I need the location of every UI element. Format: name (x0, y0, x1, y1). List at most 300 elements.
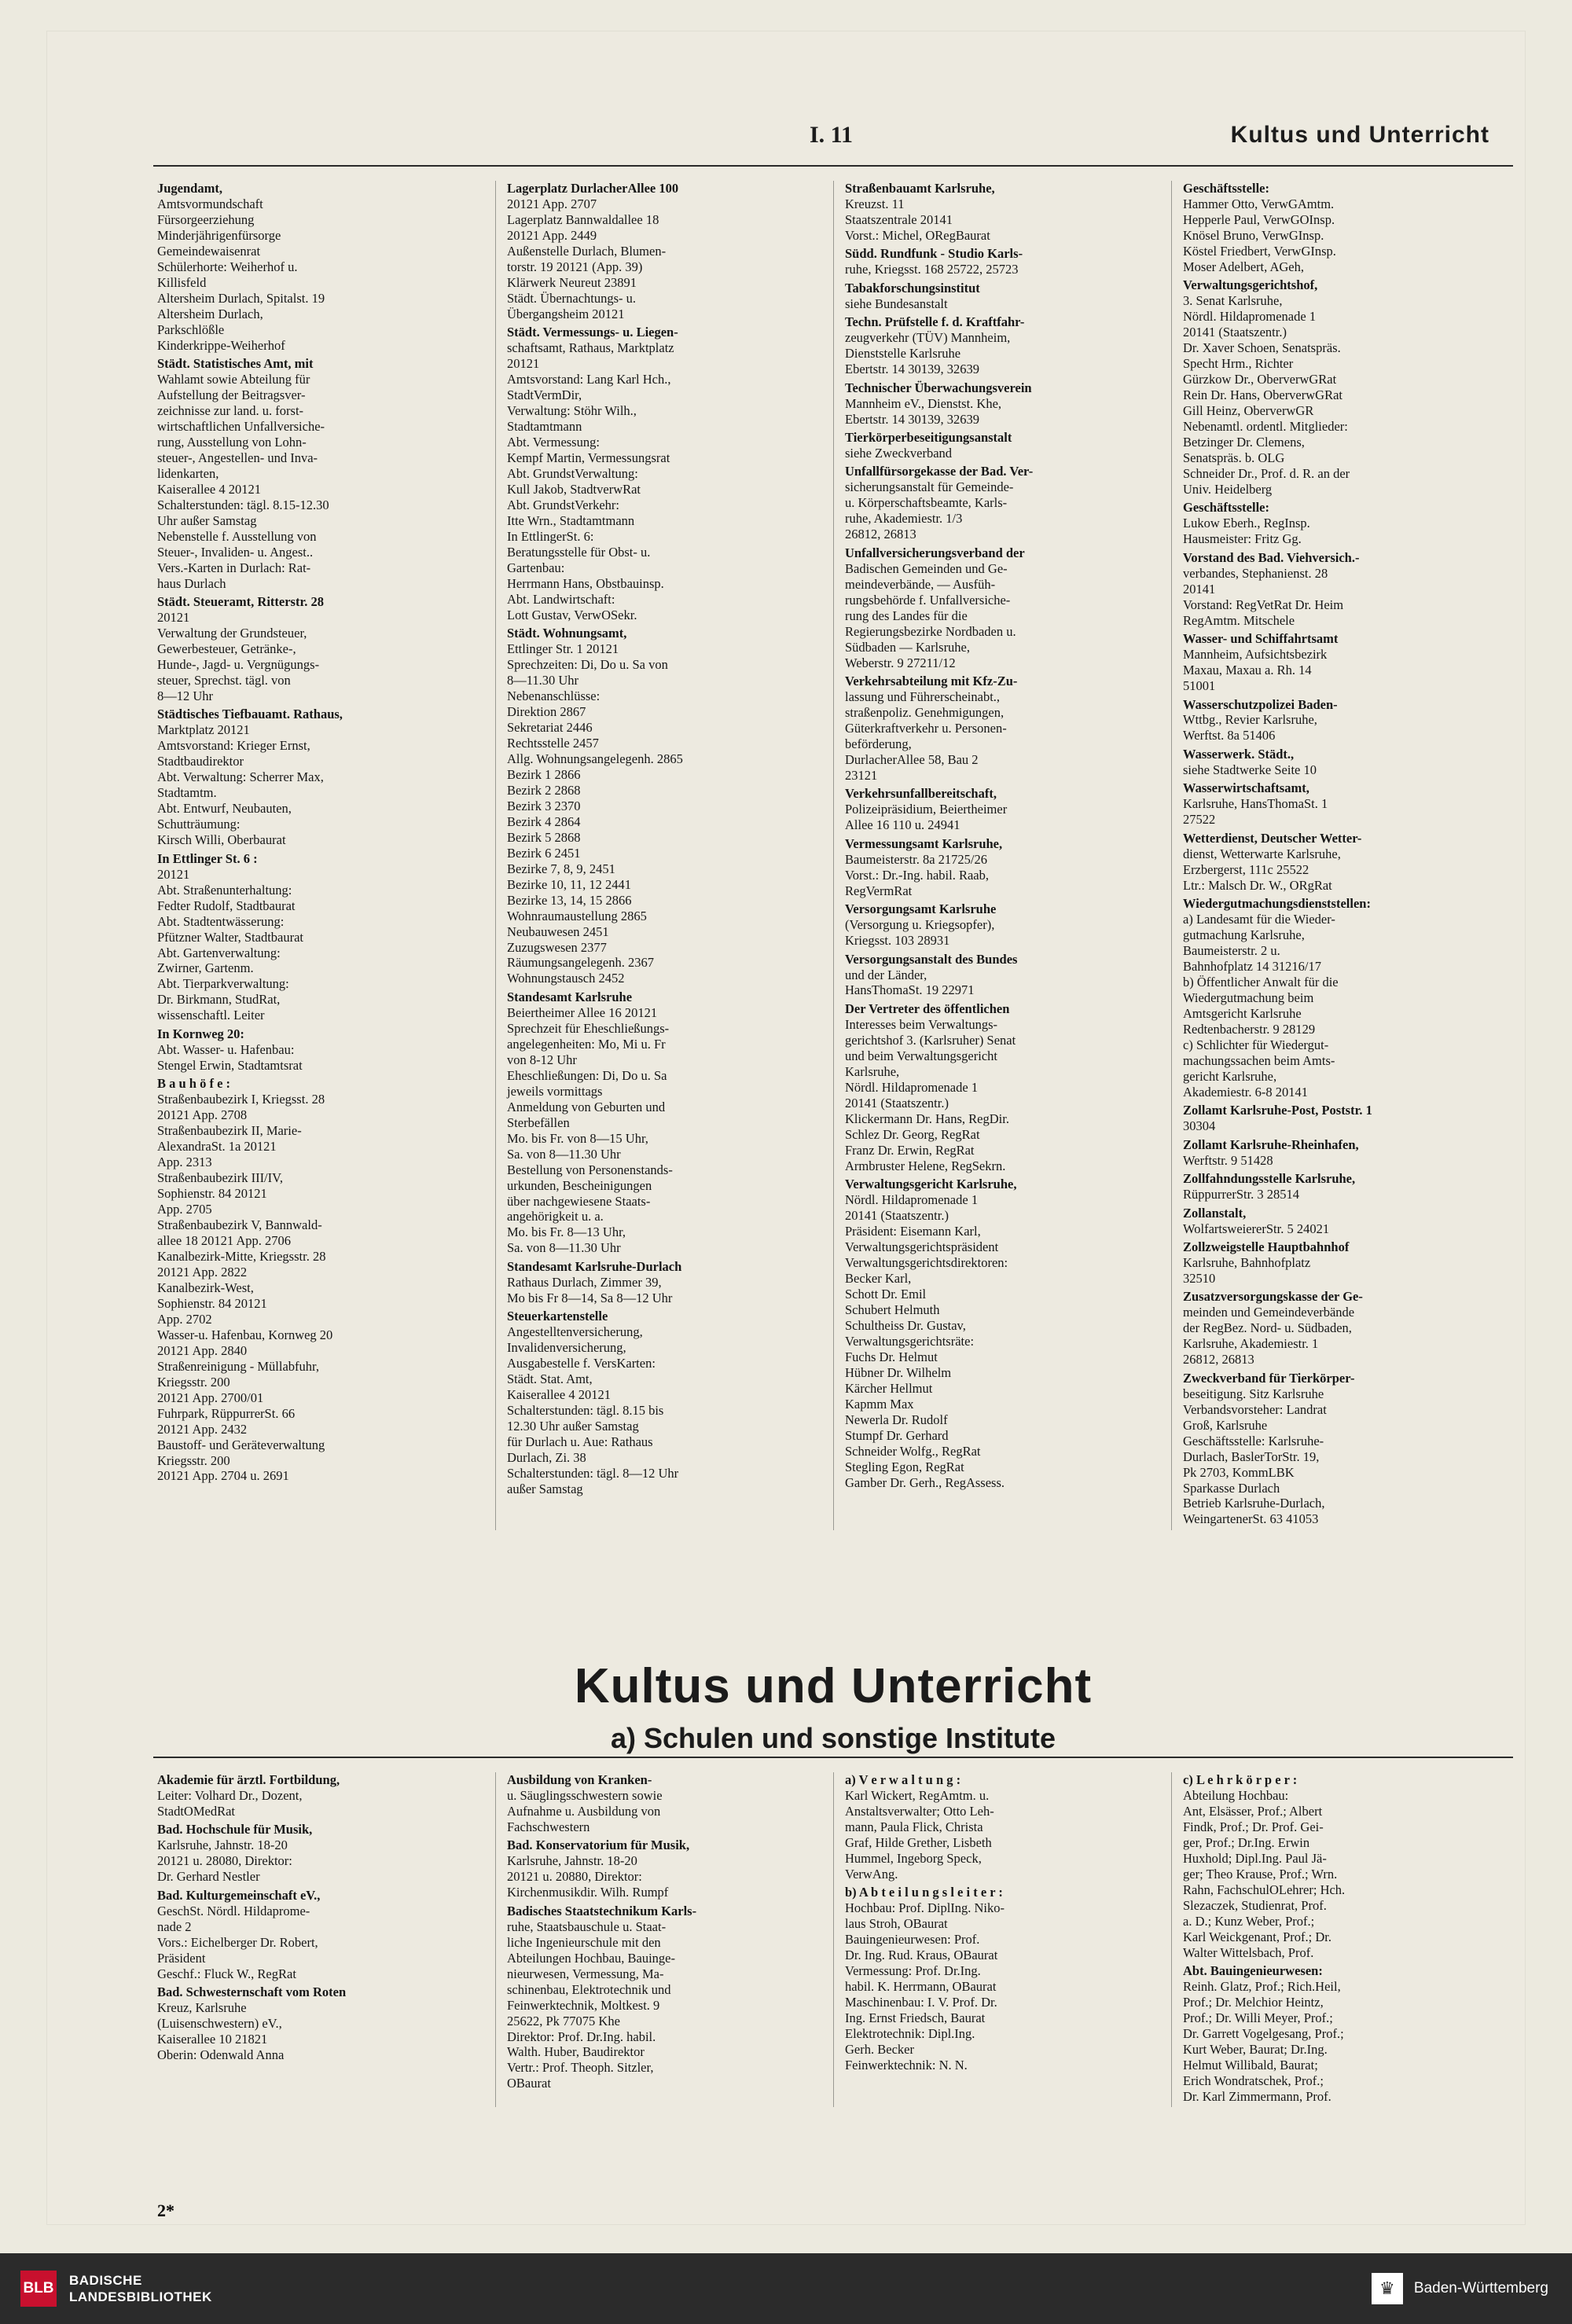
state-branding (1372, 2273, 1548, 2304)
entry-line: Hammer Otto, VerwGAmtm. (1183, 196, 1335, 211)
entry-line: meindeverbände, — Ausfüh- (845, 576, 996, 592)
entry-line: Verwaltung der Grundsteuer, (157, 626, 307, 641)
entry-line: torstr. 19 20121 (App. 39) (507, 259, 643, 274)
entry-line: Groß, Karlsruhe (1183, 1417, 1268, 1433)
entry-line: Stumpf Dr. Gerhard (845, 1427, 949, 1443)
running-head-title: Kultus und Unterricht (1230, 122, 1489, 148)
entry-line: angelegenheiten: Mo, Mi u. Fr (507, 1036, 666, 1052)
entry-line: Ebertstr. 14 30139, 32639 (845, 411, 979, 427)
entry-line: Karlsruhe, (845, 1063, 900, 1079)
entry-heading: Unfallfürsorgekasse der Bad. Ver- (845, 464, 1034, 479)
entry-line: Vorstand: RegVetRat Dr. Heim (1183, 597, 1344, 612)
entry-line: Wahlamt sowie Abteilung für (157, 372, 310, 387)
folio-number: I. 11 (810, 122, 854, 148)
directory-entry (1183, 1772, 1503, 1960)
entry-line: Sprechzeit für Eheschließungs- (507, 1020, 670, 1036)
entry-line: Kaiserallee 4 20121 (157, 481, 261, 497)
col-4 (1171, 181, 1509, 1530)
entry-line: Bezirke 10, 11, 12 2441 (507, 876, 631, 892)
entry-line: Schalterstunden: tägl. 8—12 Uhr (507, 1465, 679, 1481)
entry-line: Moser Adelbert, AGeh, (1183, 259, 1304, 274)
masthead-title: Kultus und Unterricht (574, 1659, 1093, 1713)
entry-heading: Der Vertreter des öffentlichen (845, 1000, 1010, 1016)
entry-heading: b) A b t e i l u n g s l e i t e r : (845, 1885, 1003, 1900)
entry-line: schinenbau, Elektrotechnik und (507, 1981, 671, 1997)
entry-line: Kriegsstr. 200 (157, 1374, 230, 1390)
entry-line: Ing. Ernst Friedsch, Baurat (845, 2010, 986, 2026)
entry-line: Rahn, FachschulOLehrer; Hch. (1183, 1882, 1346, 1897)
entry-line: Elektrotechnik: Dipl.Ing. (845, 2026, 975, 2041)
entry-line: Altersheim Durlach, Spitalst. 19 (157, 290, 325, 306)
entry-line: Nebenstelle f. Ausstellung von (157, 528, 317, 544)
entry-heading: Vermessungsamt Karlsruhe, (845, 835, 1003, 851)
directory-entry (157, 1984, 489, 2062)
entry-line: Huxhold; Dipl.Ing. Paul Jä- (1183, 1850, 1327, 1866)
entry-line: Feinwerktechnik: N. N. (845, 2057, 968, 2073)
entry-line: Hausmeister: Fritz Gg. (1183, 531, 1302, 547)
entry-line: von 8-12 Uhr (507, 1052, 577, 1067)
entry-line: Sa. von 8—11.30 Uhr (507, 1240, 621, 1256)
directory-entry (157, 851, 489, 1023)
entry-line: Kreuzst. 11 (845, 196, 905, 211)
entry-line: WolfartsweiererStr. 5 24021 (1183, 1221, 1330, 1236)
page-sheet (47, 31, 1525, 2224)
directory-entry (1183, 747, 1503, 777)
entry-line: Abt. Verwaltung: Scherrer Max, (157, 769, 324, 785)
entry-line: Amtsvormundschaft (157, 196, 263, 211)
entry-line: Gamber Dr. Gerh., RegAssess. (845, 1474, 1005, 1490)
entry-heading: Wetterdienst, Deutscher Wetter- (1183, 830, 1362, 846)
entry-line: Wohnungstausch 2452 (507, 971, 625, 986)
entry-line: Sprechzeiten: Di, Do u. Sa von (507, 657, 668, 673)
entry-line: Ebertstr. 14 30139, 32639 (845, 362, 979, 377)
entry-line: Kirchenmusikdir. Wilh. Rumpf (507, 1885, 669, 1900)
entry-line: 20121 App. 2708 (157, 1107, 248, 1123)
entry-line: Fuchs Dr. Helmut (845, 1349, 938, 1364)
entry-line: Wiedergutmachung beim (1183, 989, 1314, 1005)
entry-heading: Standesamt Karlsruhe-Durlach (507, 1258, 682, 1274)
entry-line: Altersheim Durlach, (157, 306, 263, 321)
entry-line: (Luisenschwestern) eV., (157, 2016, 282, 2032)
entry-line: Feinwerktechnik, Moltkest. 9 (507, 1997, 660, 2013)
entry-line: beförderung, (845, 736, 912, 751)
entry-line: Specht Hrm., Richter (1183, 356, 1294, 372)
entry-line: Bezirk 3 2370 (507, 798, 581, 813)
entry-line: Prof.; Dr. Melchior Heintz, (1183, 1995, 1324, 2010)
running-head (149, 122, 1521, 149)
entry-line: Polizeipräsidium, Beiertheimer (845, 802, 1008, 817)
entry-line: Rechtsstelle 2457 (507, 735, 599, 751)
entry-line: Gartenbau: (507, 560, 565, 575)
entry-line: 25622, Pk 77075 Khe (507, 2013, 620, 2028)
entry-line: Maxau, Maxau a. Rh. 14 (1183, 663, 1312, 678)
entry-line: 20121 (507, 356, 540, 372)
entry-heading: In Ettlinger St. 6 : (157, 850, 258, 866)
library-name-line2: LANDESBIBLIOTHEK (69, 2289, 212, 2304)
entry-line: urkunden, Bescheinigungen (507, 1177, 652, 1193)
entry-line: Kreuz, Karlsruhe (157, 2000, 247, 2016)
entry-line: Bezirk 2 2868 (507, 782, 581, 798)
entry-line: Walth. Huber, Baudirektor (507, 2044, 645, 2060)
entry-line: u. Körperschaftsbeamte, Karls- (845, 495, 1008, 511)
entry-line: Baumeisterstr. 8a 21725/26 (845, 851, 988, 867)
entry-line: Karlsruhe, Bahnhofplatz (1183, 1254, 1311, 1270)
directory-entry (507, 626, 827, 986)
directory-entry (845, 281, 1165, 311)
entry-line: Dr. Gerhard Nestler (157, 1869, 260, 1885)
entry-line: Bahnhofplatz 14 31216/17 (1183, 959, 1321, 974)
directory-entry (157, 1822, 489, 1884)
entry-line: 20121 (157, 866, 190, 882)
entry-line: Präsident (157, 1950, 206, 1966)
section-masthead (157, 1659, 1509, 1755)
entry-line: und der Länder, (845, 967, 927, 982)
entry-heading: Wasserwerk. Städt., (1183, 746, 1295, 762)
entry-line: Lott Gustav, VerwOSekr. (507, 607, 637, 622)
entry-line: Betrieb Karlsruhe-Durlach, (1183, 1496, 1325, 1511)
entry-line: Straßenbaubezirk V, Bannwald- (157, 1217, 322, 1232)
entry-heading: Wasserschutzpolizei Baden- (1183, 696, 1338, 712)
entry-line: Mannheim, Aufsichtsbezirk (1183, 647, 1328, 663)
entry-line: Amtsgericht Karlsruhe (1183, 1005, 1302, 1021)
entry-line: Fuhrpark, RüppurrerSt. 66 (157, 1405, 296, 1421)
entry-line: Itte Wrn., Stadtamtmann (507, 512, 635, 528)
entry-heading: Zweckverband für Tierkörper- (1183, 1370, 1355, 1386)
entry-line: 20121 App. 2822 (157, 1264, 248, 1279)
entry-line: Durlach, Zi. 38 (507, 1450, 586, 1465)
directory-entry (845, 836, 1165, 898)
col-1 (157, 181, 495, 1530)
entry-line: DurlacherAllee 58, Bau 2 (845, 751, 979, 767)
entry-line: Bestellung von Personenstands- (507, 1162, 673, 1177)
entry-line: Schlez Dr. Georg, RegRat (845, 1126, 980, 1142)
directory-entry (1183, 1239, 1503, 1286)
entry-line: Bezirke 13, 14, 15 2866 (507, 892, 632, 908)
entry-line: ruhe, Staatsbauschule u. Staat- (507, 1918, 667, 1934)
directory-entry (845, 901, 1165, 948)
entry-line: Gerh. Becker (845, 2041, 914, 2057)
entry-line: Stadtbaudirektor (157, 754, 244, 769)
entry-line: 20121 App. 2840 (157, 1342, 248, 1358)
entry-line: Akademiestr. 6-8 20141 (1183, 1084, 1309, 1100)
entry-heading: Standesamt Karlsruhe (507, 989, 633, 1004)
entry-line: Werftst. 8a 51406 (1183, 728, 1276, 743)
directory-entry (1183, 1963, 1503, 2104)
entry-line: Staatszentrale 20141 (845, 211, 953, 227)
entry-heading: Steuerkartenstelle (507, 1309, 608, 1324)
entry-line: Ettlinger Str. 1 20121 (507, 641, 619, 657)
entry-line: Schott Dr. Emil (845, 1286, 927, 1302)
entry-line: Baumeisterstr. 2 u. (1183, 943, 1280, 959)
entry-line: Kriegsstr. 200 (157, 1452, 230, 1468)
entry-line: Karlsruhe, Jahnstr. 18-20 (507, 1853, 637, 1869)
entry-line: ruhe, Kriegsst. 168 25722, 25723 (845, 262, 1019, 277)
entry-line: Erzbergerst, 111c 25522 (1183, 861, 1309, 877)
entry-line: Kirsch Willi, Oberbaurat (157, 832, 286, 848)
entry-heading: Zollamt Karlsruhe-Post, Poststr. 1 (1183, 1103, 1372, 1118)
directory-entry (157, 594, 489, 703)
entry-line: Kaiserallee 10 21821 (157, 2032, 268, 2047)
entry-line: RüppurrerStr. 3 28514 (1183, 1187, 1300, 1202)
entry-heading: Städtisches Tiefbauamt. Rathaus, (157, 707, 343, 722)
entry-line: Güterkraftverkehr u. Personen- (845, 720, 1007, 736)
entry-heading: Verwaltungsgerichtshof, (1183, 277, 1318, 293)
entry-line: Abt. Gartenverwaltung: (157, 945, 281, 960)
entry-line: (Versorgung u. Kriegsopfer), (845, 917, 995, 933)
entry-line: Parkschlößle (157, 321, 225, 337)
entry-line: Badischen Gemeinden und Ge- (845, 560, 1008, 576)
entry-line: 12.30 Uhr außer Samstag (507, 1419, 639, 1434)
entry-line: Dienststelle Karlsruhe (845, 346, 961, 362)
directory-entry (845, 246, 1165, 277)
entry-line: Geschf.: Fluck W., RegRat (157, 1966, 296, 1981)
entry-line: Bezirke 7, 8, 9, 2451 (507, 861, 615, 876)
entry-line: Killisfeld (157, 274, 207, 290)
entry-line: Außenstelle Durlach, Blumen- (507, 243, 667, 259)
entry-line: Abt. Wasser- u. Hafenbau: (157, 1041, 295, 1057)
entry-heading: In Kornweg 20: (157, 1026, 244, 1041)
entry-line: Wohnraumaustellung 2865 (507, 908, 647, 923)
entry-line: 26812, 26813 (1183, 1352, 1254, 1368)
entry-line: Ltr.: Malsch Dr. W., ORgRat (1183, 877, 1332, 893)
directory-entry (507, 1772, 827, 1834)
entry-line: RegVermRat (845, 883, 913, 898)
entry-line: Bauingenieurwesen: Prof. (845, 1932, 980, 1948)
entry-line: 8—12 Uhr (157, 688, 214, 703)
entry-heading: Techn. Prüfstelle f. d. Kraftfahr- (845, 314, 1025, 330)
col-b-1 (157, 1772, 495, 2107)
entry-line: rung, Ausstellung von Lohn- (157, 435, 307, 450)
entry-heading: Wiedergutmachungsdienststellen: (1183, 896, 1371, 912)
entry-line: schaftsamt, Rathaus, Marktplatz (507, 340, 674, 356)
entry-line: 20121 App. 2704 u. 2691 (157, 1468, 289, 1484)
entry-heading: Zollamt Karlsruhe-Rheinhafen, (1183, 1136, 1359, 1152)
entry-line: Allee 16 110 u. 24941 (845, 817, 960, 833)
entry-line: ger; Theo Krause, Prof.; Wrn. (1183, 1866, 1338, 1882)
entry-line: Straßenbaubezirk II, Marie- (157, 1123, 302, 1139)
entry-line: 3. Senat Karlsruhe, (1183, 293, 1283, 309)
entry-line: haus Durlach (157, 575, 226, 591)
entry-heading: Bad. Hochschule für Musik, (157, 1822, 313, 1838)
entry-line: Schalterstunden: tägl. 8.15-12.30 (157, 497, 329, 512)
directory-entry (1183, 181, 1503, 274)
entry-line: Sekretariat 2446 (507, 719, 593, 735)
entry-line: Nördl. Hildapromenade 1 (845, 1192, 979, 1208)
entry-line: allee 18 20121 App. 2706 (157, 1232, 292, 1248)
col-b-4 (1171, 1772, 1509, 2107)
directory-entry (157, 707, 489, 847)
directory-entry (845, 674, 1165, 783)
col-2 (495, 181, 833, 1530)
directory-entry (845, 786, 1165, 832)
entry-line: VerwAng. (845, 1866, 898, 1882)
entry-heading: Versorgungsanstalt des Bundes (845, 951, 1018, 967)
entry-line: zeugverkehr (TÜV) Mannheim, (845, 330, 1011, 346)
entry-line: angehörigkeit u. a. (507, 1209, 604, 1224)
entry-line: Stegling Egon, RegRat (845, 1459, 964, 1474)
entry-line: StadtVermDir, (507, 387, 582, 403)
entry-line: Lagerplatz Bannwaldallee 18 (507, 211, 659, 227)
entry-line: Gill Heinz, OberverwGR (1183, 403, 1314, 419)
entry-line: Abt. Entwurf, Neubauten, (157, 801, 292, 817)
col-3 (833, 181, 1171, 1530)
entry-line: 20121 App. 2449 (507, 227, 597, 243)
directory-entry (157, 1888, 489, 1981)
directory-entry (1183, 1171, 1503, 1202)
entry-line: Interesses beim Verwaltungs- (845, 1016, 997, 1032)
entry-line: 20121 (157, 610, 190, 626)
entry-heading: Bad. Konservatorium für Musik, (507, 1838, 690, 1853)
entry-line: Steuer-, Invaliden- u. Angest.. (157, 544, 314, 560)
directory-entry (1183, 1206, 1503, 1236)
directory-entry (845, 181, 1165, 243)
entry-line: Städt. Stat. Amt, (507, 1371, 593, 1387)
directory-entry (1183, 277, 1503, 497)
entry-line: 32510 (1183, 1270, 1216, 1286)
entry-line: 20121 u. 20880, Direktor: (507, 1869, 642, 1885)
directory-entry (507, 1904, 827, 2091)
entry-heading: Ausbildung von Kranken- (507, 1772, 652, 1787)
entry-line: Bezirk 5 2868 (507, 829, 581, 845)
entry-line: a. D.; Kunz Weber, Prof.; (1183, 1913, 1315, 1929)
entry-line: lidenkarten, (157, 465, 219, 481)
entry-line: Findk, Prof.; Dr. Prof. Gei- (1183, 1819, 1324, 1834)
entry-line: Dr. Karl Zimmermann, Prof. (1183, 2088, 1331, 2104)
entry-line: 27522 (1183, 812, 1216, 828)
entry-line: Schülerhorte: Weiherhof u. (157, 259, 298, 274)
entry-line: laus Stroh, OBaurat (845, 1916, 948, 1932)
entry-line: Anstaltsverwalter; Otto Leh- (845, 1803, 994, 1819)
entry-line: mann, Paula Flick, Christa (845, 1819, 983, 1834)
masthead-rule (153, 1757, 1513, 1758)
entry-line: Stadtamtmann (507, 419, 582, 435)
entry-line: Fürsorgeerziehung (157, 211, 255, 227)
entry-line: dienst, Wetterwarte Karlsruhe, (1183, 846, 1341, 861)
entry-line: Kanalbezirk-Mitte, Kriegsstr. 28 (157, 1248, 326, 1264)
entry-line: Schalterstunden: tägl. 8.15 bis (507, 1403, 664, 1419)
entry-line: Weberstr. 9 27211/12 (845, 655, 956, 670)
directory-entry (1183, 631, 1503, 693)
entry-line: 23121 (845, 767, 878, 783)
directory-entry (507, 1309, 827, 1496)
entry-line: Vers.-Karten in Durlach: Rat- (157, 560, 311, 575)
header-rule (153, 165, 1513, 167)
entry-line: Werftstr. 9 51428 (1183, 1152, 1273, 1168)
directory-entry (157, 181, 489, 353)
entry-heading: Unfallversicherungsverband der (845, 545, 1025, 560)
entry-line: ruhe, Akademiestr. 1/3 (845, 511, 963, 527)
entry-line: Dr. Ing. Rud. Kraus, OBaurat (845, 1948, 998, 1963)
entry-line: Beiertheimer Allee 16 20121 (507, 1004, 658, 1020)
entry-line: Karlsruhe, Jahnstr. 18-20 (157, 1838, 288, 1853)
directory-entry (1183, 1137, 1503, 1168)
entry-line: c) Schlichter für Wiedergut- (1183, 1037, 1329, 1052)
entry-line: Kärcher Hellmut (845, 1380, 933, 1396)
entry-line: Verwaltung: Stöhr Wilh., (507, 403, 637, 419)
directory-entry (845, 1885, 1165, 2073)
entry-line: Reinh. Glatz, Prof.; Rich.Heil, (1183, 1979, 1341, 1995)
entry-line: Invalidenversicherung, (507, 1340, 626, 1356)
entry-line: Redtenbacherstr. 9 28129 (1183, 1021, 1316, 1037)
entry-heading: Badisches Staatstechnikum Karls- (507, 1903, 697, 1918)
entry-line: über nachgewiesene Staats- (507, 1193, 651, 1209)
directory-entry (1183, 896, 1503, 1100)
entry-line: steuer, Sprechst. tägl. von (157, 673, 291, 688)
entry-line: lassung und Führerscheinabt., (845, 689, 1001, 705)
entry-line: jeweils vormittags (507, 1083, 603, 1099)
entry-line: Marktplatz 20121 (157, 722, 250, 738)
entry-heading: Tabakforschungsinstitut (845, 280, 980, 296)
bottom-folio: 2* (157, 2201, 174, 2220)
entry-heading: Zusatzversorgungskasse der Ge- (1183, 1289, 1363, 1305)
entry-heading: Straßenbauamt Karlsruhe, (845, 181, 995, 196)
entry-line: 20121 u. 28080, Direktor: (157, 1853, 292, 1869)
directory-entry (845, 430, 1165, 461)
entry-line: Gürzkow Dr., OberverwGRat (1183, 372, 1337, 387)
institutes-columns (157, 1772, 1509, 2107)
entry-line: habil. K. Herrmann, OBaurat (845, 1979, 997, 1995)
entry-heading: B a u h ö f e : (157, 1076, 231, 1092)
entry-heading: Vorstand des Bad. Viehversich.- (1183, 549, 1360, 565)
entry-line: wissenschaftl. Leiter (157, 1008, 265, 1023)
entry-line: Klärwerk Neureut 23891 (507, 274, 637, 290)
entry-line: Karlsruhe, HansThomaSt. 1 (1183, 796, 1328, 812)
entry-line: beseitigung. Sitz Karlsruhe (1183, 1386, 1324, 1401)
entry-line: meinden und Gemeindeverbände (1183, 1305, 1355, 1320)
entry-line: siehe Bundesanstalt (845, 296, 948, 311)
entry-line: straßenpoliz. Genehmigungen, (845, 705, 1005, 720)
entry-line: Walter Wittelsbach, Prof. (1183, 1944, 1314, 1960)
entry-line: Schubert Helmuth (845, 1302, 940, 1317)
entry-line: Verbandsvorsteher: Landrat (1183, 1401, 1327, 1417)
directory-entry (507, 1259, 827, 1305)
entry-heading: Zollanstalt, (1183, 1205, 1247, 1221)
entry-line: a) Landesamt für die Wieder- (1183, 912, 1335, 927)
entry-line: Mo bis Fr 8—14, Sa 8—12 Uhr (507, 1290, 673, 1305)
directory-entry (845, 1001, 1165, 1173)
entry-line: sicherungsanstalt für Gemeinde- (845, 479, 1014, 495)
entry-line: Nördl. Hildapromenade 1 (1183, 309, 1317, 325)
entry-line: RegAmtm. Mitschele (1183, 612, 1295, 628)
directory-entry (507, 989, 827, 1256)
entry-line: Slezaczek, Studienrat, Prof. (1183, 1897, 1327, 1913)
entry-line: Sophienstr. 84 20121 (157, 1186, 267, 1202)
entry-line: Abt. GrundstVerkehr: (507, 497, 619, 512)
entry-line: Räumungsangelegenh. 2367 (507, 955, 654, 971)
entry-line: 20141 (Staatszentr.) (845, 1095, 949, 1111)
entry-line: Eheschließungen: Di, Do u. Sa (507, 1067, 667, 1083)
entry-line: Ant, Elsässer, Prof.; Albert (1183, 1803, 1323, 1819)
entry-line: Bezirk 6 2451 (507, 845, 581, 861)
entry-heading: Zollfahndungsstelle Karlsruhe, (1183, 1171, 1356, 1187)
entry-line: Direktion 2867 (507, 703, 586, 719)
directory-entry (507, 325, 827, 622)
directory-entry (1183, 500, 1503, 546)
entry-line: AlexandraSt. 1a 20121 (157, 1139, 277, 1155)
entry-heading: Städt. Statistisches Amt, mit (157, 356, 314, 372)
entry-line: Amtsvorstand: Krieger Ernst, (157, 738, 310, 754)
entry-heading: Akademie für ärztl. Fortbildung, (157, 1772, 340, 1787)
entry-line: Aufstellung der Beitragsver- (157, 387, 306, 403)
entry-line: Kaiserallee 4 20121 (507, 1387, 611, 1403)
entry-line: Zuzugswesen 2377 (507, 939, 607, 955)
library-name (69, 2272, 212, 2306)
entry-line: wirtschaftlichen Unfallversiche- (157, 419, 325, 435)
entry-line: Kempf Martin, Vermessungsrat (507, 450, 670, 465)
entry-line: Vors.: Eichelberger Dr. Robert, (157, 1934, 318, 1950)
entry-line: Kriegsst. 103 28931 (845, 933, 950, 949)
directory-entry (1183, 550, 1503, 628)
